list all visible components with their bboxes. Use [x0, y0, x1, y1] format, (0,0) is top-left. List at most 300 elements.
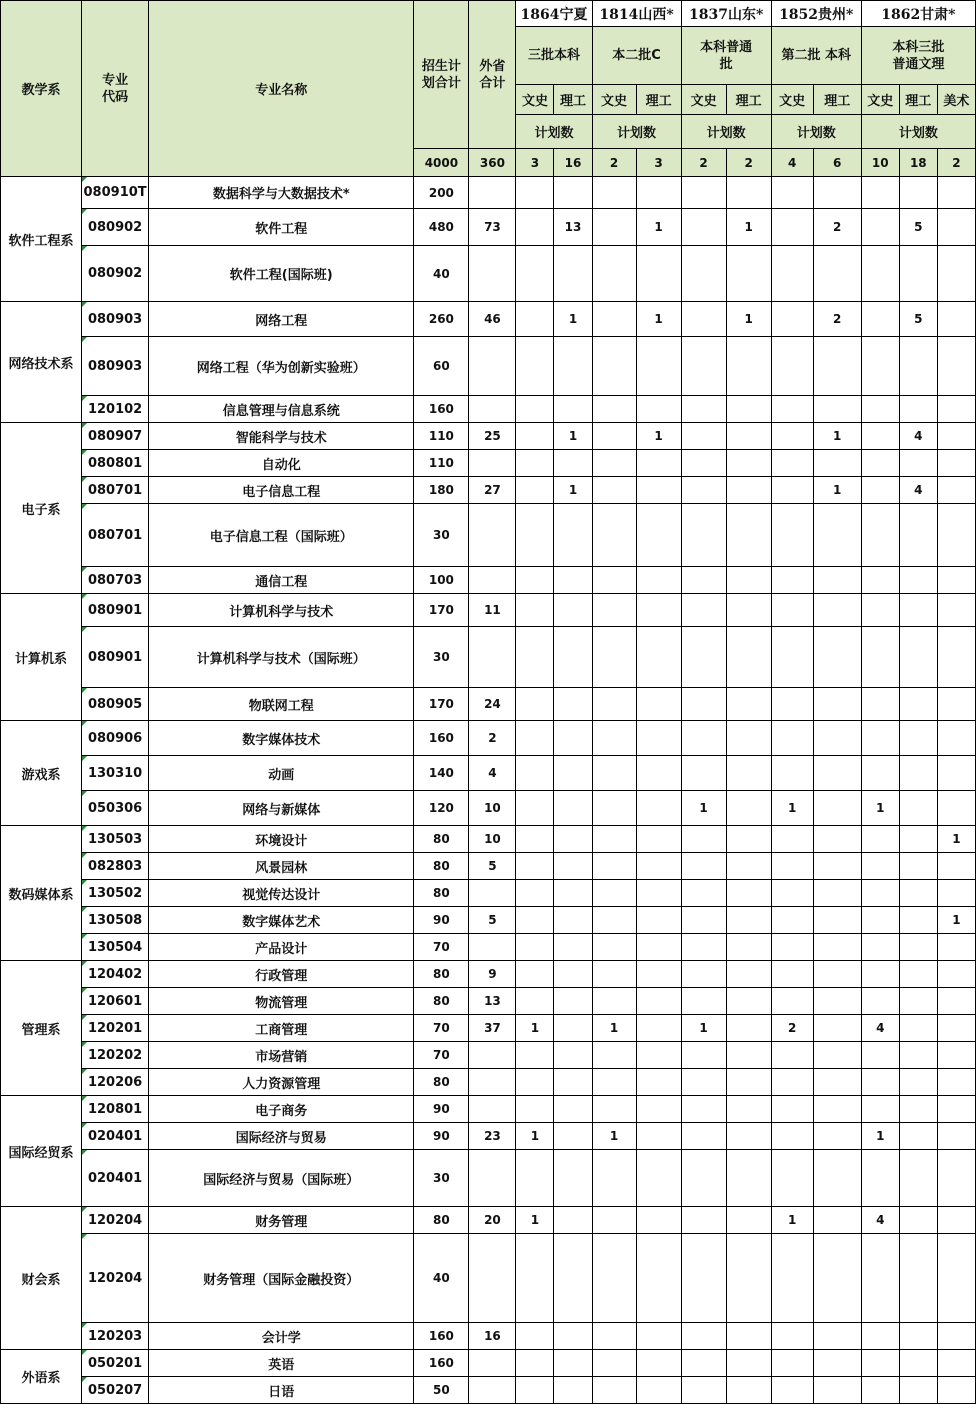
plan-count-cell: [516, 988, 554, 1015]
plan-count-cell: [899, 1042, 937, 1069]
plan-count-cell: [899, 1069, 937, 1096]
table-row: [1, 961, 976, 988]
total-cell: 4: [771, 149, 813, 177]
plan-count-cell: [937, 853, 975, 880]
plan-count-cell: [516, 1323, 554, 1350]
major-code-cell: 120202: [82, 1042, 149, 1069]
plan-count-cell: 4: [899, 423, 937, 450]
major-code-cell: 120201: [82, 1015, 149, 1042]
major-name-cell: 人力资源管理: [149, 1069, 414, 1096]
major-name-cell: 电子商务: [149, 1096, 414, 1123]
plan-count-cell: [592, 853, 636, 880]
plan-count-cell: [636, 1150, 681, 1207]
plan-count-cell: [592, 1350, 636, 1377]
plan-count-cell: [937, 450, 975, 477]
plan-total-cell: 80: [414, 853, 469, 880]
plan-count-cell: [771, 961, 813, 988]
plan-count-cell: [636, 853, 681, 880]
plan-count-header: 计划数: [592, 115, 681, 149]
plan-count-cell: [937, 337, 975, 396]
plan-count-cell: [726, 1234, 771, 1323]
plan-count-cell: [861, 826, 899, 853]
plan-count-cell: [771, 988, 813, 1015]
major-code-header: 专业代码: [82, 1, 149, 177]
major-name-cell: 物流管理: [149, 988, 414, 1015]
subject-header: 文史: [516, 85, 554, 115]
plan-count-cell: [813, 1323, 861, 1350]
plan-count-cell: [516, 1234, 554, 1323]
plan-count-cell: [899, 934, 937, 961]
plan-count-cell: [726, 791, 771, 826]
major-name-cell: 财务管理（国际金融投资）: [149, 1234, 414, 1323]
subject-header: 理工: [636, 85, 681, 115]
major-name-cell: 国际经济与贸易: [149, 1123, 414, 1150]
out-province-cell: 27: [469, 477, 516, 504]
plan-count-cell: [726, 450, 771, 477]
plan-count-cell: [861, 337, 899, 396]
plan-count-cell: [636, 1123, 681, 1150]
plan-count-cell: [771, 337, 813, 396]
plan-count-cell: [554, 1069, 592, 1096]
plan-count-cell: [813, 934, 861, 961]
plan-count-cell: 1: [554, 302, 592, 337]
plan-count-cell: 1: [937, 826, 975, 853]
table-row: [1, 907, 976, 934]
plan-count-cell: [592, 1207, 636, 1234]
plan-count-cell: 4: [899, 477, 937, 504]
plan-count-cell: [813, 396, 861, 423]
plan-count-cell: [813, 246, 861, 302]
plan-total-cell: 70: [414, 934, 469, 961]
batch-header: 三批本科: [516, 27, 592, 85]
plan-count-cell: [813, 826, 861, 853]
plan-count-cell: [636, 791, 681, 826]
department-cell: 数码媒体系: [1, 826, 82, 961]
major-code-cell: 130504: [82, 934, 149, 961]
plan-count-cell: [636, 594, 681, 627]
total-cell: 3: [516, 149, 554, 177]
plan-count-cell: [516, 337, 554, 396]
plan-count-cell: [771, 853, 813, 880]
plan-count-cell: [636, 688, 681, 721]
total-cell: 6: [813, 149, 861, 177]
plan-count-cell: [516, 853, 554, 880]
major-code-cell: 082803: [82, 853, 149, 880]
plan-total-cell: 50: [414, 1377, 469, 1404]
plan-count-cell: [681, 1123, 726, 1150]
major-name-cell: 数字媒体艺术: [149, 907, 414, 934]
plan-count-cell: [636, 1042, 681, 1069]
plan-total-cell: 180: [414, 477, 469, 504]
plan-count-cell: [937, 791, 975, 826]
plan-count-cell: [636, 880, 681, 907]
table-row: [1, 1096, 976, 1123]
plan-total-cell: 200: [414, 177, 469, 209]
table-row: [1, 627, 976, 688]
plan-count-cell: 1: [636, 209, 681, 246]
major-code-cell: 050207: [82, 1377, 149, 1404]
major-code-cell: 020401: [82, 1150, 149, 1207]
plan-count-cell: [681, 504, 726, 567]
plan-count-cell: [937, 934, 975, 961]
plan-count-cell: [592, 504, 636, 567]
plan-count-cell: [937, 567, 975, 594]
plan-count-cell: [592, 907, 636, 934]
department-cell: 国际经贸系: [1, 1096, 82, 1207]
plan-count-cell: [592, 826, 636, 853]
province-header: 1852贵州*: [771, 1, 861, 27]
plan-count-cell: [726, 504, 771, 567]
plan-count-cell: 1: [636, 302, 681, 337]
plan-total-cell: 90: [414, 1096, 469, 1123]
plan-count-cell: [726, 177, 771, 209]
plan-total-cell: 480: [414, 209, 469, 246]
plan-total-cell: 80: [414, 961, 469, 988]
out-province-cell: [469, 567, 516, 594]
plan-count-cell: [726, 907, 771, 934]
plan-count-cell: [554, 1015, 592, 1042]
plan-count-cell: [726, 477, 771, 504]
plan-count-cell: [554, 594, 592, 627]
major-name-cell: 通信工程: [149, 567, 414, 594]
major-name-cell: 网络工程: [149, 302, 414, 337]
plan-count-cell: [726, 721, 771, 756]
out-province-cell: 13: [469, 988, 516, 1015]
plan-count-cell: [636, 396, 681, 423]
major-name-cell: 行政管理: [149, 961, 414, 988]
total-cell: 2: [726, 149, 771, 177]
plan-total-cell: 90: [414, 907, 469, 934]
major-name-cell: 电子信息工程: [149, 477, 414, 504]
plan-count-cell: [813, 567, 861, 594]
major-code-cell: 080703: [82, 567, 149, 594]
plan-count-cell: 1: [813, 477, 861, 504]
plan-count-cell: [899, 988, 937, 1015]
table-row: [1, 450, 976, 477]
plan-total-cell: 80: [414, 988, 469, 1015]
plan-count-cell: [554, 1123, 592, 1150]
major-code-cell: 120801: [82, 1096, 149, 1123]
plan-total-cell: 80: [414, 1207, 469, 1234]
plan-count-cell: [899, 1207, 937, 1234]
plan-count-cell: [554, 1042, 592, 1069]
plan-count-cell: [592, 1096, 636, 1123]
major-code-cell: 080701: [82, 504, 149, 567]
plan-count-cell: [771, 504, 813, 567]
plan-count-header: 计划数: [771, 115, 861, 149]
total-cell: 2: [681, 149, 726, 177]
plan-count-cell: [899, 1234, 937, 1323]
plan-count-cell: [771, 1377, 813, 1404]
plan-count-cell: [899, 1350, 937, 1377]
major-name-cell: 日语: [149, 1377, 414, 1404]
plan-count-cell: [681, 567, 726, 594]
province-header: 1862甘肃*: [861, 1, 975, 27]
plan-count-cell: [516, 396, 554, 423]
plan-count-cell: [813, 1377, 861, 1404]
plan-count-cell: [636, 627, 681, 688]
table-row: [1, 594, 976, 627]
batch-header: 本科普通批: [681, 27, 771, 85]
plan-count-cell: [681, 934, 726, 961]
plan-count-cell: [937, 1015, 975, 1042]
plan-count-cell: [813, 907, 861, 934]
plan-count-cell: [592, 988, 636, 1015]
table-row: [1, 396, 976, 423]
plan-count-cell: [937, 177, 975, 209]
plan-count-cell: [813, 1123, 861, 1150]
major-code-cell: 080905: [82, 688, 149, 721]
plan-count-cell: [516, 567, 554, 594]
plan-total-cell: 160: [414, 396, 469, 423]
plan-count-cell: [681, 1350, 726, 1377]
plan-count-cell: [771, 688, 813, 721]
plan-count-cell: [681, 907, 726, 934]
plan-count-cell: [681, 826, 726, 853]
plan-total-cell: 80: [414, 1069, 469, 1096]
plan-count-cell: [554, 177, 592, 209]
plan-count-cell: [813, 961, 861, 988]
plan-total-cell: 90: [414, 1123, 469, 1150]
major-name-cell: 工商管理: [149, 1015, 414, 1042]
major-name-cell: 计算机科学与技术（国际班）: [149, 627, 414, 688]
major-code-cell: 130503: [82, 826, 149, 853]
table-row: [1, 721, 976, 756]
plan-count-cell: [771, 177, 813, 209]
major-code-cell: 080903: [82, 302, 149, 337]
plan-count-cell: [899, 756, 937, 791]
plan-count-cell: [899, 450, 937, 477]
plan-count-cell: [681, 1069, 726, 1096]
plan-count-cell: [899, 721, 937, 756]
plan-count-cell: [899, 961, 937, 988]
plan-count-cell: [516, 177, 554, 209]
plan-count-cell: [726, 756, 771, 791]
plan-total-cell: 140: [414, 756, 469, 791]
plan-count-cell: [771, 209, 813, 246]
plan-count-cell: 1: [516, 1015, 554, 1042]
plan-count-cell: [937, 1377, 975, 1404]
plan-count-cell: 1: [592, 1015, 636, 1042]
table-row: [1, 1377, 976, 1404]
plan-count-cell: [861, 756, 899, 791]
department-cell: 计算机系: [1, 594, 82, 721]
plan-count-cell: [726, 594, 771, 627]
plan-count-cell: [681, 246, 726, 302]
plan-count-cell: [937, 209, 975, 246]
plan-count-cell: [861, 246, 899, 302]
plan-count-cell: [937, 1234, 975, 1323]
plan-count-cell: [813, 988, 861, 1015]
plan-count-cell: [592, 302, 636, 337]
table-row: [1, 1323, 976, 1350]
plan-count-cell: [592, 1150, 636, 1207]
plan-count-cell: [861, 567, 899, 594]
subject-header: 理工: [726, 85, 771, 115]
major-name-cell: 网络与新媒体: [149, 791, 414, 826]
plan-count-cell: [636, 1207, 681, 1234]
out-province-cell: [469, 1042, 516, 1069]
plan-count-cell: [937, 504, 975, 567]
major-name-cell: 财务管理: [149, 1207, 414, 1234]
plan-count-cell: [937, 477, 975, 504]
table-row: [1, 302, 976, 337]
major-name-cell: 国际经济与贸易（国际班）: [149, 1150, 414, 1207]
plan-count-cell: [937, 1096, 975, 1123]
plan-count-cell: [592, 1069, 636, 1096]
plan-count-cell: [516, 594, 554, 627]
plan-count-cell: [899, 1015, 937, 1042]
out-province-cell: [469, 396, 516, 423]
table-row: [1, 1069, 976, 1096]
plan-count-cell: [516, 1042, 554, 1069]
department-cell: 电子系: [1, 423, 82, 594]
plan-count-cell: [726, 1323, 771, 1350]
total-cell: 10: [861, 149, 899, 177]
plan-count-cell: [861, 177, 899, 209]
plan-count-cell: [516, 504, 554, 567]
plan-count-cell: [771, 246, 813, 302]
table-row: [1, 246, 976, 302]
plan-count-cell: [516, 791, 554, 826]
out-province-cell: [469, 627, 516, 688]
plan-count-cell: [681, 594, 726, 627]
plan-count-cell: [937, 1323, 975, 1350]
major-name-cell: 信息管理与信息系统: [149, 396, 414, 423]
plan-count-cell: [861, 853, 899, 880]
plan-count-cell: [554, 880, 592, 907]
plan-count-cell: [861, 721, 899, 756]
table-row: [1, 1042, 976, 1069]
plan-count-header: 计划数: [861, 115, 975, 149]
plan-count-cell: [861, 594, 899, 627]
plan-total-cell: 70: [414, 1042, 469, 1069]
plan-count-cell: [636, 477, 681, 504]
major-name-cell: 市场营销: [149, 1042, 414, 1069]
plan-count-cell: [592, 450, 636, 477]
major-name-cell: 物联网工程: [149, 688, 414, 721]
plan-count-cell: 1: [516, 1123, 554, 1150]
plan-count-cell: [813, 756, 861, 791]
plan-count-cell: [516, 1150, 554, 1207]
plan-count-cell: [726, 1377, 771, 1404]
province-header: 1814山西*: [592, 1, 681, 27]
province-header: 1864宁夏: [516, 1, 592, 27]
plan-total-cell: 110: [414, 450, 469, 477]
plan-count-cell: [899, 246, 937, 302]
table-row: [1, 853, 976, 880]
plan-count-cell: [813, 1150, 861, 1207]
plan-count-cell: [681, 450, 726, 477]
plan-count-cell: [813, 177, 861, 209]
table-row: [1, 880, 976, 907]
plan-count-cell: [899, 907, 937, 934]
plan-count-cell: [771, 826, 813, 853]
plan-count-cell: [681, 688, 726, 721]
subject-header: 文史: [681, 85, 726, 115]
subject-header: 文史: [592, 85, 636, 115]
out-province-cell: 16: [469, 1323, 516, 1350]
out-province-cell: [469, 1350, 516, 1377]
plan-count-cell: [554, 907, 592, 934]
plan-count-cell: [516, 627, 554, 688]
table-row: [1, 688, 976, 721]
plan-count-cell: 1: [592, 1123, 636, 1150]
major-code-cell: 080901: [82, 594, 149, 627]
plan-count-cell: [592, 880, 636, 907]
plan-count-cell: [937, 688, 975, 721]
plan-count-cell: [681, 396, 726, 423]
plan-count-cell: [813, 1042, 861, 1069]
plan-count-cell: [771, 477, 813, 504]
department-cell: 网络技术系: [1, 302, 82, 423]
major-code-cell: 080801: [82, 450, 149, 477]
plan-count-cell: [681, 477, 726, 504]
plan-count-cell: [771, 594, 813, 627]
plan-count-cell: [516, 880, 554, 907]
plan-count-cell: [861, 1350, 899, 1377]
plan-count-cell: [636, 504, 681, 567]
batch-header: 本科三批普通文理: [861, 27, 975, 85]
plan-count-cell: [899, 396, 937, 423]
table-row: [1, 337, 976, 396]
subject-header: 文史: [861, 85, 899, 115]
plan-total-cell: 100: [414, 567, 469, 594]
major-code-cell: 130310: [82, 756, 149, 791]
plan-total-cell: 30: [414, 504, 469, 567]
plan-count-cell: [554, 1350, 592, 1377]
plan-count-cell: 1: [726, 302, 771, 337]
major-code-cell: 130502: [82, 880, 149, 907]
plan-count-cell: [861, 961, 899, 988]
plan-count-cell: [937, 423, 975, 450]
out-province-cell: 10: [469, 826, 516, 853]
plan-count-cell: [516, 423, 554, 450]
plan-count-cell: [726, 853, 771, 880]
plan-count-cell: [899, 594, 937, 627]
plan-count-cell: [554, 567, 592, 594]
plan-count-cell: [726, 396, 771, 423]
department-cell: 管理系: [1, 961, 82, 1096]
total-cell: 3: [636, 149, 681, 177]
plan-count-cell: [636, 450, 681, 477]
out-province-total-header: 外省合计: [469, 1, 516, 149]
plan-count-cell: [861, 1042, 899, 1069]
major-name-header: 专业名称: [149, 1, 414, 177]
plan-count-header: 计划数: [516, 115, 592, 149]
plan-count-cell: [937, 756, 975, 791]
plan-count-cell: [726, 961, 771, 988]
out-province-cell: [469, 1234, 516, 1323]
plan-count-cell: [771, 396, 813, 423]
plan-count-cell: [516, 1096, 554, 1123]
plan-count-cell: [726, 1096, 771, 1123]
department-cell: 外语系: [1, 1350, 82, 1404]
table-row: [1, 423, 976, 450]
plan-count-cell: [899, 1150, 937, 1207]
total-cell: 360: [469, 149, 516, 177]
plan-count-cell: [681, 209, 726, 246]
major-name-cell: 智能科学与技术: [149, 423, 414, 450]
plan-total-cell: 40: [414, 246, 469, 302]
major-name-cell: 数据科学与大数据技术*: [149, 177, 414, 209]
plan-count-cell: [516, 721, 554, 756]
table-row: [1, 791, 976, 826]
out-province-cell: [469, 177, 516, 209]
plan-total-header: 招生计划合计: [414, 1, 469, 149]
plan-count-cell: [636, 1015, 681, 1042]
plan-count-cell: [937, 1069, 975, 1096]
